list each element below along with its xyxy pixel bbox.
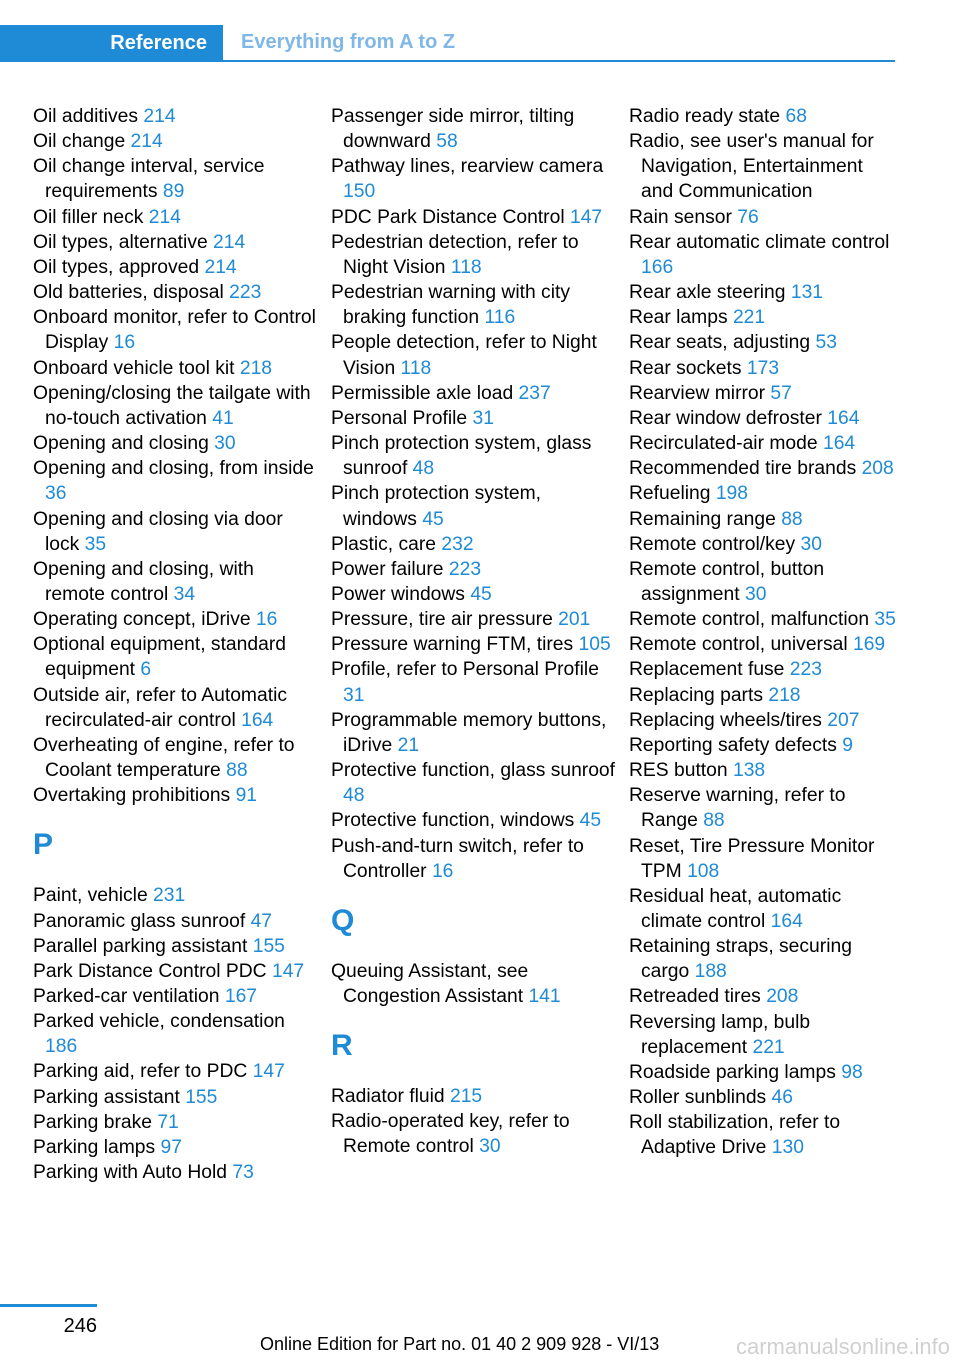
index-entry [629, 557, 899, 607]
index-term: Overheating of engine, refer to Coolant temperature [33, 734, 295, 782]
index-term: Reserve warning, refer to Range [629, 785, 846, 832]
index-term: Recommended tire brands [629, 458, 857, 480]
page-reference-link[interactable]: 223 [448, 558, 482, 580]
page-reference-link[interactable]: 214 [213, 231, 246, 253]
index-entry [331, 959, 616, 1009]
index-entry [33, 129, 318, 154]
page-reference-link[interactable]: 141 [528, 986, 561, 1007]
index-term: Power windows [331, 583, 465, 605]
page-reference-link[interactable]: 155 [185, 1086, 218, 1108]
index-term: Rearview mirror [629, 382, 766, 404]
index-entry [33, 683, 318, 733]
page-reference-link[interactable]: 97 [160, 1136, 182, 1158]
page-reference-link[interactable]: 57 [770, 382, 792, 404]
index-term: Opening/closing the tailgate with no-touch activation [33, 382, 311, 429]
page-reference-link[interactable]: 198 [715, 483, 748, 505]
index-term: Old batteries, disposal [33, 282, 224, 304]
page-reference-link[interactable]: 16 [255, 609, 278, 631]
index-entry [331, 381, 616, 406]
page-reference-link[interactable]: 31 [343, 684, 365, 706]
page-reference-link[interactable]: 47 [250, 910, 273, 932]
page-reference-link[interactable]: 164 [241, 709, 274, 731]
index-entry [33, 984, 318, 1009]
index-entry [33, 280, 318, 305]
index-term: People detection, refer to Night Vision [331, 332, 597, 379]
index-term: Radio ready state [629, 106, 781, 127]
index-entry [629, 481, 899, 506]
index-entry [331, 607, 616, 632]
page-header [0, 25, 895, 62]
index-entry [331, 280, 616, 330]
page-reference-link[interactable]: 147 [569, 206, 603, 228]
index-entry [331, 154, 616, 204]
index-term: Rear sockets [629, 357, 742, 379]
page-reference-link[interactable]: 186 [45, 1036, 78, 1058]
page-reference-link[interactable]: 45 [579, 810, 602, 832]
index-entry [33, 959, 318, 984]
page-reference-link[interactable]: 21 [397, 734, 420, 756]
index-term: Optional equipment, standard equipment [33, 634, 286, 681]
index-term: Pinch protection system, windows [331, 483, 542, 530]
index-entry [629, 1110, 899, 1160]
page-reference-link[interactable]: 118 [450, 256, 482, 278]
page-reference-link[interactable]: 88 [781, 508, 803, 530]
index-entry [331, 104, 616, 154]
index-entry [331, 758, 616, 808]
index-term: Parallel parking assistant [33, 935, 248, 957]
index-entry [331, 632, 616, 657]
page-reference-link[interactable]: 214 [204, 256, 237, 278]
page-reference-link[interactable]: 30 [800, 533, 822, 555]
index-term: Overtaking prohibitions [33, 785, 231, 807]
index-term: Opening and closing via door lock [33, 508, 283, 555]
index-term: Replacement fuse [629, 659, 785, 681]
index-entry [33, 456, 318, 506]
index-term: Radio, see user's manual for Navigation, Entertainment and Communication [629, 131, 874, 203]
index-entry [629, 406, 899, 431]
chapter-title: Everything from A to Z [223, 25, 895, 62]
index-term: Opening and closing, with remote control [33, 558, 254, 605]
index-entry [629, 129, 899, 204]
index-entry [33, 1160, 318, 1185]
page-reference-link[interactable]: 167 [224, 986, 258, 1007]
index-term: Retaining straps, securing cargo [629, 936, 852, 983]
page-reference-link[interactable]: 147 [252, 1061, 285, 1083]
index-term: Reporting safety defects [629, 734, 837, 756]
index-term: Roll stabilization, refer to Adaptive Drive [629, 1112, 841, 1159]
index-term: Recirculated-air mode [629, 433, 818, 455]
page-reference-link[interactable]: 36 [45, 483, 67, 505]
index-term: Rear automatic climate control [629, 231, 890, 253]
index-entry [629, 1060, 899, 1085]
page-reference-link[interactable]: 223 [789, 659, 822, 681]
index-entry [629, 330, 899, 355]
page-reference-link[interactable]: 208 [861, 458, 894, 480]
index-entry [33, 104, 318, 129]
index-term: Oil change interval, service requirements [33, 156, 265, 203]
page-reference-link[interactable]: 166 [641, 256, 674, 278]
index-entry [629, 431, 899, 456]
index-term: Parking lamps [33, 1136, 156, 1158]
index-term: Parking assistant [33, 1086, 180, 1108]
index-entry [629, 305, 899, 330]
index-entry [33, 632, 318, 682]
index-entry [331, 808, 616, 833]
index-term: Operating concept, iDrive [33, 609, 251, 631]
index-letter-heading: Q [331, 903, 355, 937]
page-reference-link[interactable]: 34 [173, 583, 196, 605]
page-reference-link[interactable]: 147 [271, 960, 305, 982]
index-entry [33, 1135, 318, 1160]
index-letter-heading: R [331, 1029, 353, 1063]
index-entry [33, 230, 318, 255]
index-entry [33, 205, 318, 230]
index-term: Pedestrian warning with city braking function [331, 282, 570, 329]
index-term: Rear axle steering [629, 282, 786, 304]
page-reference-link[interactable]: 6 [140, 659, 152, 681]
index-entry [33, 381, 318, 431]
page-reference-link[interactable]: 116 [484, 307, 516, 329]
page-reference-link[interactable]: 237 [518, 382, 551, 404]
index-term: Oil types, alternative [33, 231, 208, 253]
index-entry [33, 733, 318, 783]
index-term: Power failure [331, 558, 444, 580]
index-term: Rear lamps [629, 307, 728, 329]
index-entry [33, 507, 318, 557]
index-term: Parking aid, refer to PDC [33, 1061, 248, 1083]
page-reference-link[interactable]: 208 [766, 986, 799, 1008]
index-entry [33, 154, 318, 204]
index-entry [331, 1109, 616, 1159]
index-column-3 [629, 104, 899, 1161]
index-entry [629, 708, 899, 733]
page-reference-link[interactable]: 98 [841, 1061, 863, 1083]
index-entry [33, 356, 318, 381]
index-term: Retreaded tires [629, 986, 761, 1008]
index-term: Permissible axle load [331, 382, 514, 404]
index-entry [629, 532, 899, 557]
page-reference-link[interactable]: 73 [232, 1162, 254, 1184]
page-reference-link[interactable]: 232 [441, 533, 474, 555]
page-reference-link[interactable]: 218 [768, 684, 801, 706]
index-term: Parked-car ventilation [33, 986, 220, 1007]
index-term: Parked vehicle, condensation [33, 1011, 285, 1033]
index-term: Queuing Assistant, see Congestion Assistant [331, 960, 529, 1007]
index-entry [33, 431, 318, 456]
index-entry [629, 205, 899, 230]
index-entry [629, 834, 899, 884]
index-term: Pinch protection system, glass sunroof [331, 433, 592, 480]
page-reference-link[interactable]: 188 [694, 961, 727, 983]
index-entry [629, 783, 899, 833]
page-reference-link[interactable]: 89 [162, 181, 185, 203]
index-entry [331, 431, 616, 481]
watermark: carmanualsonline.info [735, 1334, 950, 1359]
page-reference-link[interactable]: 45 [422, 508, 444, 530]
index-term: Pathway lines, rearview camera [331, 156, 604, 178]
index-entry [629, 104, 899, 129]
page-number: 246 [63, 1315, 97, 1337]
index-term: Programmable memory buttons, iDrive [331, 709, 607, 756]
page-reference-link[interactable]: 35 [874, 609, 896, 631]
page-reference-link[interactable]: 48 [412, 458, 435, 480]
index-entry [629, 230, 899, 280]
index-entry [33, 934, 318, 959]
index-entry [629, 356, 899, 381]
index-term: Oil types, approved [33, 256, 200, 278]
page-reference-link[interactable]: 201 [558, 609, 591, 631]
index-term: Onboard vehicle tool kit [33, 357, 235, 379]
index-term: Remote control/key [629, 533, 796, 555]
index-term: PDC Park Distance Control [331, 206, 565, 228]
page-reference-link[interactable]: 221 [752, 1036, 785, 1058]
page-reference-link[interactable]: 150 [343, 181, 376, 203]
page-reference-link[interactable]: 16 [431, 860, 454, 882]
page-reference-link[interactable]: 41 [212, 407, 234, 429]
index-term: Radiator fluid [331, 1086, 445, 1108]
page-reference-link[interactable]: 91 [235, 785, 258, 807]
index-term: Remote control, universal [629, 634, 848, 656]
index-entry [629, 507, 899, 532]
index-term: Residual heat, automatic climate control [629, 885, 842, 932]
index-term: Oil filler neck [33, 206, 144, 228]
index-column-2 [331, 104, 616, 1160]
page-reference-link[interactable]: 45 [470, 583, 492, 605]
index-term: Pressure, tire air pressure [331, 609, 553, 631]
index-entry [331, 657, 616, 707]
index-entry [331, 582, 616, 607]
page-reference-link[interactable]: 108 [687, 860, 720, 882]
index-term: Reversing lamp, bulb replacement [629, 1011, 811, 1058]
index-entry [629, 1085, 899, 1110]
page-reference-link[interactable]: 30 [479, 1136, 501, 1158]
index-term: Profile, refer to Personal Profile [331, 659, 599, 681]
page-reference-link[interactable]: 118 [400, 357, 432, 379]
index-letter-heading: P [33, 828, 54, 862]
page-reference-link[interactable]: 48 [343, 785, 365, 807]
index-term: Reset, Tire Pressure Monitor TPM [629, 835, 875, 882]
page-reference-link[interactable]: 9 [842, 734, 854, 756]
page-reference-link[interactable]: 214 [148, 206, 181, 228]
index-entry [331, 406, 616, 431]
page-reference-link[interactable]: 169 [852, 634, 886, 656]
page-reference-link[interactable]: 68 [785, 106, 807, 127]
index-term: Radio-operated key, refer to Remote control [331, 1111, 570, 1158]
index-term: Paint, vehicle [33, 885, 148, 907]
index-entry [629, 456, 899, 481]
index-term: Oil change [33, 131, 126, 153]
page-reference-link[interactable]: 30 [214, 433, 236, 455]
index-entry [33, 909, 318, 934]
index-entry [629, 758, 899, 783]
footer-rule [0, 1304, 97, 1307]
index-term: Opening and closing [33, 433, 209, 455]
index-term: Parking with Auto Hold [33, 1162, 227, 1184]
index-term: Oil additives [33, 106, 139, 127]
index-term: Park Distance Control PDC [33, 960, 267, 982]
index-term: Protective function, windows [331, 810, 575, 832]
index-entry [331, 708, 616, 758]
page-reference-link[interactable]: 58 [436, 131, 458, 153]
index-entry [629, 607, 899, 632]
page-reference-link[interactable]: 46 [771, 1087, 793, 1109]
page-reference-link[interactable]: 31 [472, 407, 494, 429]
index-entry [33, 1009, 318, 1059]
page-reference-link[interactable]: 164 [827, 407, 860, 429]
index-entry [33, 1110, 318, 1135]
page-reference-link[interactable]: 105 [578, 634, 611, 656]
index-entry [629, 733, 899, 758]
index-term: Opening and closing, from inside [33, 458, 314, 480]
page-reference-link[interactable]: 223 [229, 282, 262, 304]
index-entry [331, 205, 616, 230]
index-term: Remaining range [629, 508, 776, 530]
section-tab: Reference [0, 25, 223, 62]
page-reference-link[interactable]: 221 [732, 307, 766, 329]
index-entry [331, 481, 616, 531]
index-term: Push-and-turn switch, refer to Controller [331, 835, 584, 882]
page-reference-link[interactable]: 76 [737, 206, 759, 228]
page-reference-link[interactable]: 88 [226, 760, 248, 782]
page-reference-link[interactable]: 164 [822, 433, 856, 455]
page-reference-link[interactable]: 71 [157, 1111, 179, 1133]
page-reference-link[interactable]: 35 [84, 533, 107, 555]
index-entry [33, 557, 318, 607]
index-entry [629, 683, 899, 708]
index-entry [33, 1085, 318, 1110]
page-reference-link[interactable]: 138 [732, 760, 766, 782]
index-term: Pedestrian detection, refer to Night Vision [331, 231, 579, 278]
index-entry [629, 381, 899, 406]
index-term: Rear seats, adjusting [629, 332, 811, 354]
page-reference-link[interactable]: 53 [815, 332, 837, 354]
page-reference-link[interactable]: 215 [449, 1086, 483, 1108]
edition-note: Online Edition for Part no. 01 40 2 909 928 - VI/13 [260, 1334, 660, 1354]
index-term: Onboard monitor, refer to Control Display [33, 307, 316, 354]
index-term: Rain sensor [629, 206, 732, 228]
page-reference-link[interactable]: 131 [790, 282, 824, 304]
index-term: Rear window defroster [629, 407, 822, 429]
index-term: Passenger side mirror, tilting downward [331, 106, 575, 153]
page-reference-link[interactable]: 173 [746, 357, 780, 379]
index-term: Remote control, button assignment [629, 558, 825, 605]
index-entry [331, 230, 616, 280]
index-entry [331, 557, 616, 582]
index-entry [33, 255, 318, 280]
index-entry [331, 532, 616, 557]
index-entry [629, 1010, 899, 1060]
index-term: Remote control, malfunction [629, 609, 870, 631]
index-entry [33, 883, 318, 908]
index-entry [331, 330, 616, 380]
index-term: Protective function, glass sunroof [331, 760, 616, 782]
index-term: Outside air, refer to Automatic recirculated-air control [33, 684, 287, 731]
index-term: RES button [629, 760, 728, 782]
index-term: Replacing wheels/tires [629, 709, 822, 731]
index-term: Refueling [629, 483, 711, 505]
index-entry [629, 280, 899, 305]
page-reference-link[interactable]: 214 [143, 106, 176, 127]
index-entry [629, 884, 899, 934]
index-column-1 [33, 104, 318, 1185]
index-entry [629, 632, 899, 657]
page-reference-link[interactable]: 88 [703, 810, 725, 832]
page-reference-link[interactable]: 130 [771, 1137, 804, 1159]
page-reference-link[interactable]: 214 [130, 131, 163, 153]
page-reference-link[interactable]: 231 [153, 885, 186, 907]
page-reference-link[interactable]: 30 [744, 583, 767, 605]
page-reference-link[interactable]: 155 [252, 935, 285, 957]
page-reference-link[interactable]: 164 [770, 911, 803, 932]
index-entry [33, 305, 318, 355]
index-entry [33, 783, 318, 808]
index-entry [629, 984, 899, 1009]
index-term: Plastic, care [331, 533, 437, 555]
index-term: Parking brake [33, 1111, 152, 1133]
index-term: Personal Profile [331, 407, 468, 429]
index-entry [33, 607, 318, 632]
index-term: Pressure warning FTM, tires [331, 634, 574, 656]
index-entry [33, 1059, 318, 1084]
page-reference-link[interactable]: 218 [239, 357, 273, 379]
page-reference-link[interactable]: 16 [113, 332, 136, 354]
index-term: Roller sunblinds [629, 1087, 767, 1109]
index-term: Panoramic glass sunroof [33, 910, 246, 932]
page-reference-link[interactable]: 207 [827, 709, 860, 731]
index-entry [331, 834, 616, 884]
index-entry [331, 1084, 616, 1109]
index-term: Replacing parts [629, 684, 763, 706]
index-term: Roadside parking lamps [629, 1061, 836, 1083]
index-entry [629, 657, 899, 682]
index-entry [629, 934, 899, 984]
